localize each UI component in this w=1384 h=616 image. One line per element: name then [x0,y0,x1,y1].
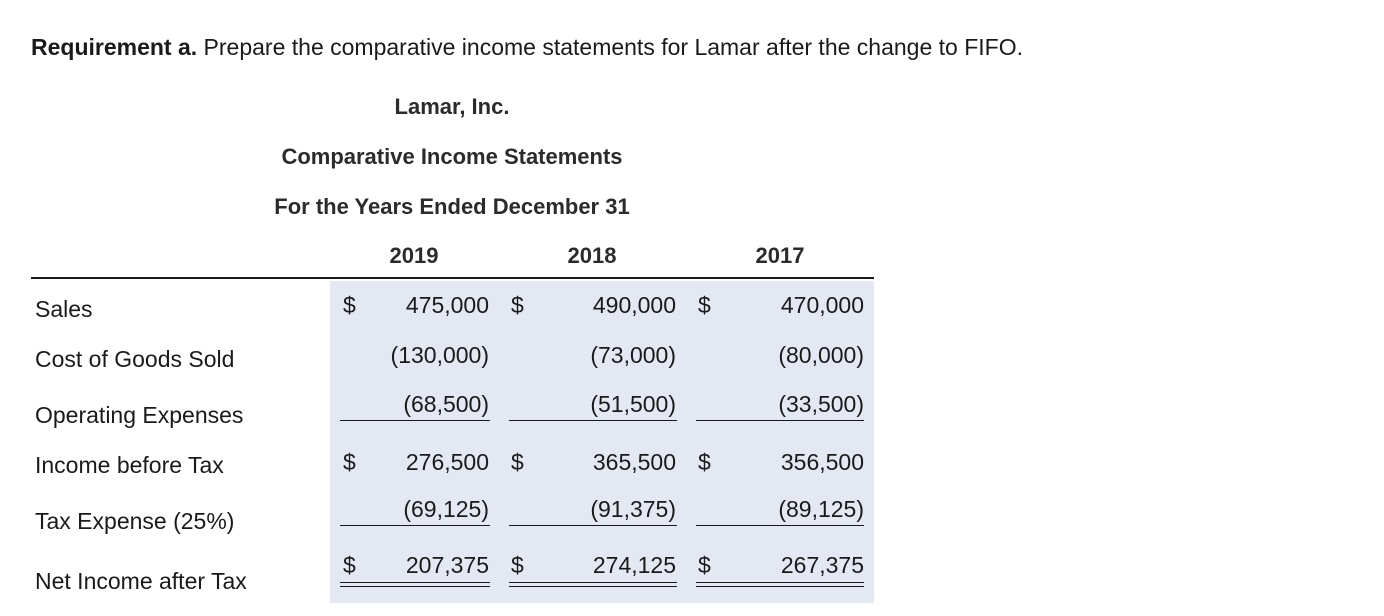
cell-sales-2018: 490,000 [592,292,676,318]
subtotal-rule [696,420,864,421]
row-label-net-income: Net Income after Tax [35,568,247,594]
cell-tax-expense-2019: (69,125) [403,496,489,522]
subtotal-rule [509,420,677,421]
currency-symbol: $ [698,292,711,318]
row-label-tax-expense: Tax Expense (25%) [35,508,235,534]
row-label-sales: Sales [35,296,93,322]
row-label-operating-expenses: Operating Expenses [35,402,244,428]
year-header-2019: 2019 [389,243,439,268]
requirement-heading [31,33,1023,61]
cell-cogs-2018: (73,000) [590,342,676,368]
total-double-rule-top [340,582,490,583]
total-double-rule-top [696,582,864,583]
subtotal-rule [696,525,864,526]
cell-cogs-2019: (130,000) [390,342,489,368]
currency-symbol: $ [698,449,711,475]
subtotal-rule [340,420,490,421]
cell-net-income-2019: 207,375 [405,552,489,578]
cell-opex-2019: (68,500) [403,391,489,417]
total-double-rule-bottom [509,586,677,587]
currency-symbol: $ [343,449,356,475]
cell-cogs-2017: (80,000) [778,342,864,368]
currency-symbol: $ [343,552,356,578]
row-label-cogs: Cost of Goods Sold [35,346,235,372]
total-double-rule-bottom [340,586,490,587]
year-header-2018: 2018 [567,243,617,268]
currency-symbol: $ [511,552,524,578]
currency-symbol: $ [511,449,524,475]
company-name: Lamar, Inc. [394,94,510,119]
currency-symbol: $ [698,552,711,578]
statement-period: For the Years Ended December 31 [274,194,630,219]
row-label-income-before-tax: Income before Tax [35,452,224,478]
cell-sales-2019: 475,000 [405,292,489,318]
statement-title: Comparative Income Statements [281,144,623,169]
cell-net-income-2017: 267,375 [780,552,864,578]
subtotal-rule [509,525,677,526]
requirement-text: Prepare the comparative income statements for Lamar after the change to FIFO. [197,34,1023,60]
subtotal-rule [340,525,490,526]
cell-opex-2018: (51,500) [590,391,676,417]
header-rule [31,277,874,279]
cell-net-income-2018: 274,125 [592,552,676,578]
total-double-rule-bottom [696,586,864,587]
year-header-2017: 2017 [755,243,805,268]
currency-symbol: $ [511,292,524,318]
cell-income-before-tax-2019: 276,500 [405,449,489,475]
currency-symbol: $ [343,292,356,318]
cell-tax-expense-2017: (89,125) [778,496,864,522]
requirement-label: Requirement a. [31,34,198,60]
cell-income-before-tax-2018: 365,500 [592,449,676,475]
cell-tax-expense-2018: (91,375) [590,496,676,522]
cell-income-before-tax-2017: 356,500 [780,449,864,475]
cell-sales-2017: 470,000 [780,292,864,318]
total-double-rule-top [509,582,677,583]
cell-opex-2017: (33,500) [778,391,864,417]
